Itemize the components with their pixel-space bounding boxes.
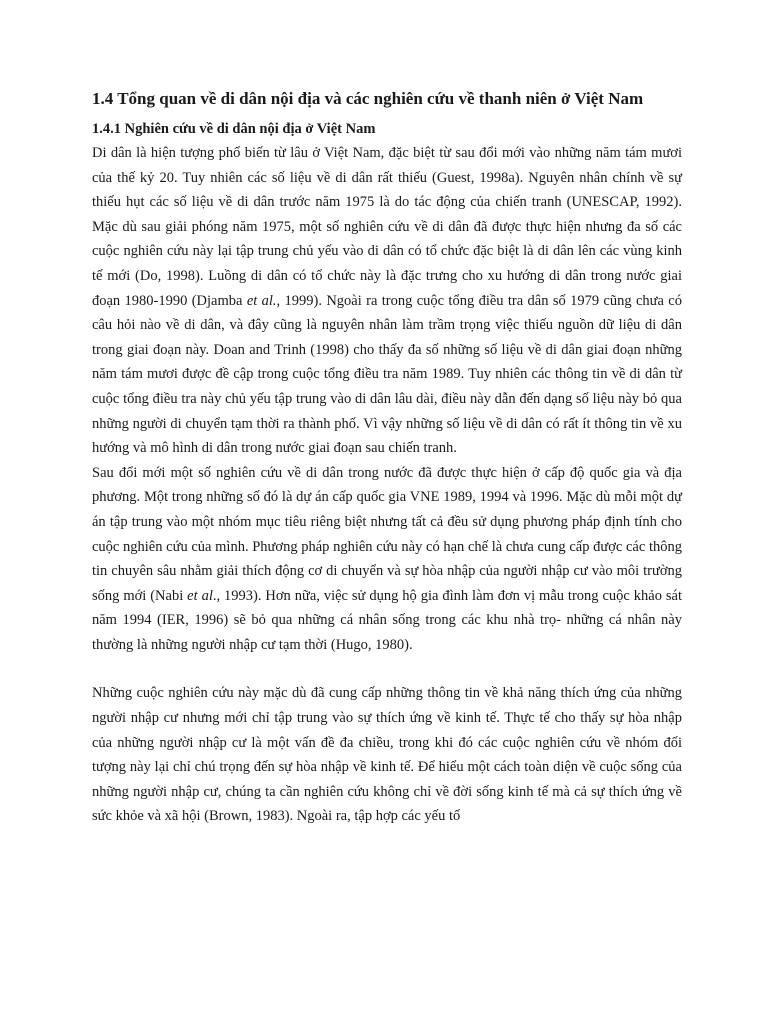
paragraph-1: [92, 141, 682, 461]
paragraph-2-text-b: ., 1993). Hơn nữa, việc sử dụng hộ gia đình làm đơn vị mẫu trong cuộc khảo sát năm 1994 (IER, 1996) sẽ bỏ qua những cá nhân sống trong các khu nhà trọ- những cá nhân này thường là những người nhập cư tạm thời (Hugo, 1980).: [92, 587, 682, 653]
paragraph-1-text-a: Di dân là hiện tượng phổ biến từ lâu ở Việt Nam, đặc biệt từ sau đổi mới vào những năm tám mươi của thế kỷ 20. Tuy nhiên các số liệu về di dân rất thiếu (Guest, 1998a). Nguyên nhân chính về sự thiếu hụt các số liệu về di dân trước năm 1975 là do tác động của chiến tranh (UNESCAP, 1992). Mặc dù sau giải phóng năm 1975, một số nghiên cứu về di dân đã được thực hiện nhưng đa số các cuộc nghiên cứu này lại tập trung chủ yếu vào di dân có tổ chức đặc biệt là di dân lên các vùng kinh tế mới (Do, 1998). Luồng di dân có tổ chức này là đặc trưng cho xu hướng di dân trong nước giai đoạn 1980-1990 (Djamba: [92, 145, 682, 309]
subsection-heading: 1.4.1 Nghiên cứu về di dân nội địa ở Việt Nam: [92, 121, 376, 137]
paragraph-2-italic: et al: [187, 587, 213, 604]
paragraph-1-text-b: , 1999). Ngoài ra trong cuộc tổng điều tra dân số 1979 cũng chưa có câu hỏi nào về di dân, và đây cũng là nguyên nhân làm trầm trọng việc thiếu nguồn dữ liệu di dân trong giai đoạn này. Doan and Trinh (1998) cho thấy đa số những số liệu về di dân giai đoạn những năm tám mươi được đề cập trong cuộc tổng điều tra năm 1989. Tuy nhiên các thông tin về di dân từ cuộc tổng điều tra này chủ yếu tập trung vào di dân lâu dài, điều này dẫn đến dạng số liệu này bỏ qua những người di chuyển tạm thời ra thành phố. Vì vậy những số liệu về di dân có rất ít thông tin về xu hướng và mô hình di dân trong nước giai đoạn sau chiến tranh.: [92, 292, 682, 457]
paragraph-3: Những cuộc nghiên cứu này mặc dù đã cung cấp những thông tin về khả năng thích ứng của những người nhập cư nhưng mới chỉ tập trung vào sự thích ứng về kinh tế. Thực tế cho thấy sự hòa nhập của những người nhập cư là một vấn đề đa chiều, trong khi đó các cuộc nghiên cứu về nhóm đối tượng này lại chỉ chú trọng đến sự hòa nhập về kinh tế. Để hiểu một cách toàn diện về cuộc sống của những người nhập cư, chúng ta cần nghiên cứu không chỉ về đời sống kinh tế mà cả sự thích ứng về sức khỏe và xã hội (Brown, 1983). Ngoài ra, tập hợp các yếu tố: [92, 685, 682, 825]
document-page: [92, 84, 682, 829]
paragraph-2-text-a: Sau đổi mới một số nghiên cứu về di dân trong nước đã được thực hiện ở cấp độ quốc gia và địa phương. Một trong những số đó là dự án cấp quốc gia VNE 1989, 1994 và 1996. Mặc dù mỗi một dự án tập trung vào một nhóm mục tiêu riêng biệt nhưng tất cả đều sử dụng phương pháp định tính cho cuộc nghiên cứu của mình. Phương pháp nghiên cứu này có hạn chế là chưa cung cấp được các thông tin chuyên sâu nhằm giải thích động cơ di chuyển và sự hòa nhập của người nhập cư vào môi trường sống mới (Nabi: [92, 464, 682, 604]
paragraph-2: [92, 461, 682, 658]
section-heading: 1.4 Tổng quan về di dân nội địa và các nghiên cứu về thanh niên ở Việt Nam: [92, 89, 644, 108]
paragraph-1-italic: et al.: [246, 292, 277, 309]
